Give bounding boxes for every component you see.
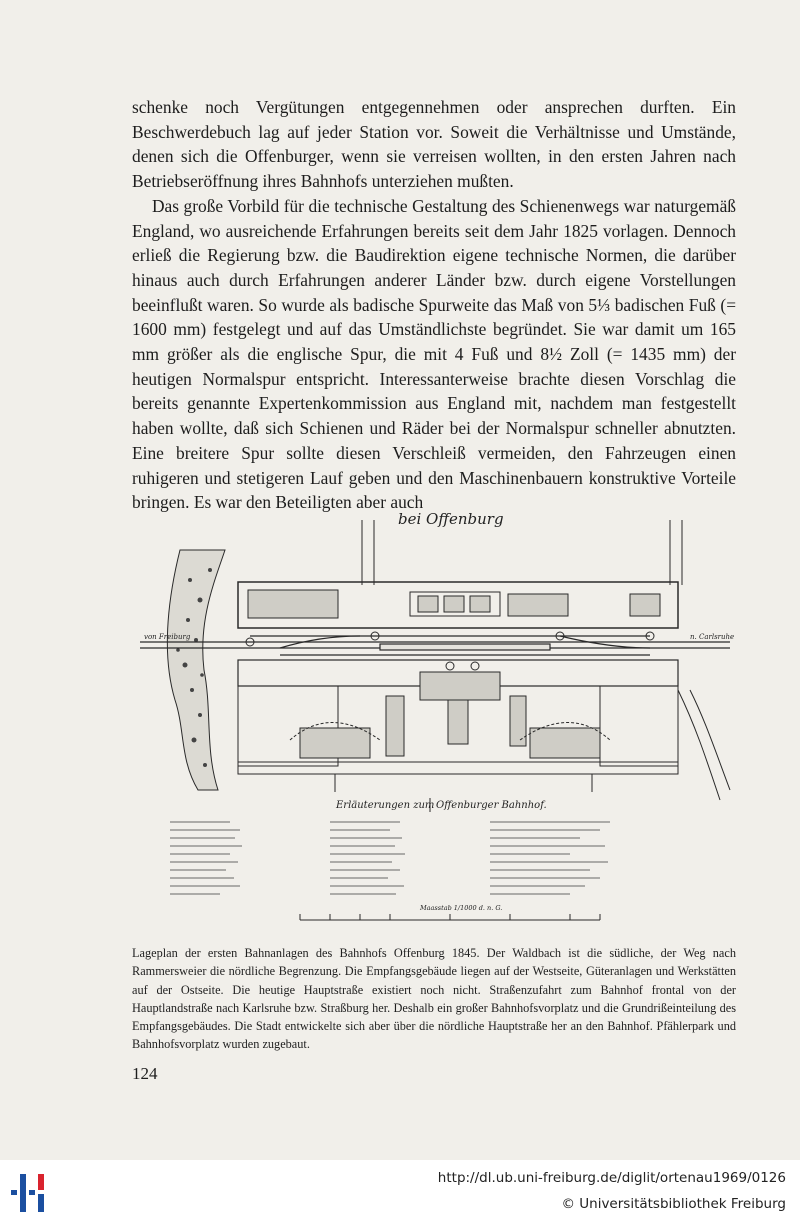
figure-title: bei Offenburg bbox=[398, 510, 504, 528]
reception-building bbox=[420, 672, 500, 700]
scale-label: Maasstab 1/1000 d. n. G. bbox=[420, 904, 503, 912]
legend-entries bbox=[170, 822, 610, 894]
footer-copyright: © Universitätsbibliothek Freiburg bbox=[561, 1196, 786, 1212]
left-track-label: von Freiburg bbox=[144, 633, 191, 641]
figure-caption: Lageplan der ersten Bahnanlagen des Bahnhofs Offenburg 1845. Der Waldbach ist die südliche, der Weg nach Rammersweier die nördliche Begrenzung. Die Empfangsgebäude liegen auf der Westseite, Güteranlagen und Werkstätten auf der Ostseite. Die heutige Hauptstraße existiert noch nicht. Straßenzufahrt zum Bahnhof frontal von der Hauptlandstraße nach Karlsruhe bzw. Straßburg her. Deshalb ein großer Bahnhofsvorplatz und die Grundrißeinteilung des Empfangsgebäudes. Die Stadt entwickelte sich aber über die nördliche Hauptstraße her an den Bahnhof. Pfählerpark und Bahnhofsvorplatz wurden zugebaut. bbox=[132, 946, 736, 1052]
right-track-label: n. Carlsruhe bbox=[690, 633, 735, 641]
legend-heading-right: Offenburger Bahnhof. bbox=[436, 800, 547, 811]
library-logo bbox=[8, 1168, 52, 1214]
station-site-plan bbox=[130, 500, 740, 940]
main-tracks bbox=[140, 636, 730, 655]
upper-buildings bbox=[248, 590, 660, 618]
footer-url[interactable]: http://dl.ub.uni-freiburg.de/diglit/ortenau1969/0126 bbox=[437, 1170, 786, 1186]
turntables bbox=[246, 632, 654, 670]
body-text bbox=[132, 95, 736, 515]
legend-heading-left: Erläuterungen zum bbox=[336, 800, 435, 811]
page-number: 124 bbox=[132, 1064, 158, 1083]
paragraph-1: schenke noch Vergütungen entgegennehmen oder ansprechen durften. Ein Beschwerdebuch lag auf jeder Station vor. Soweit die Verhältnisse und Umstände, denen sich die Offenburger, wenn sie verreisen wollten, in den ersten Jahren nach Betriebseröffnung ihres Bahnhofs unterziehen mußten. bbox=[132, 97, 736, 192]
scale-bar bbox=[300, 914, 600, 920]
forest-hatching bbox=[167, 550, 225, 790]
footer-bar bbox=[0, 1160, 800, 1220]
paragraph-2: Das große Vorbild für die technische Gestaltung des Schienenwegs war naturgemäß England, wo ausreichende Erfahrungen bereits seit dem Jahr 1825 vorlagen. Dennoch erließ die Regierung bzw. die Baudirektion eigene technische Normen, die darüber hinaus auch durch Erfahrungen anderer Länder bzw. durch eigene Vorstellungen beeinflußt waren. So wurde als badische Spurweite das Maß von 5⅓ badischen Fuß (= 1600 mm) festgelegt und auf das Umständlichste begründet. Sie war damit um 165 mm größer als die englische Spur, die mit 4 Fuß und 8½ Zoll (= 1435 mm) der heutigen Normalspur entspricht. Interessanterweise brachte diesen Vorschlag die bereits genannte Expertenkommission aus England mit, nachdem man festgestellt haben wollte, daß sich Schienen und Räder bei der Normalspur schneller abnutzten. Eine breitere Spur sollte diesen Verschleiß vermeiden, den Fahrzeugen einen ruhigeren und stetigeren Lauf geben und den Maschinenbauern konstruktive Vorteile bringen. Es war den Beteiligten aber auch bbox=[132, 195, 736, 513]
